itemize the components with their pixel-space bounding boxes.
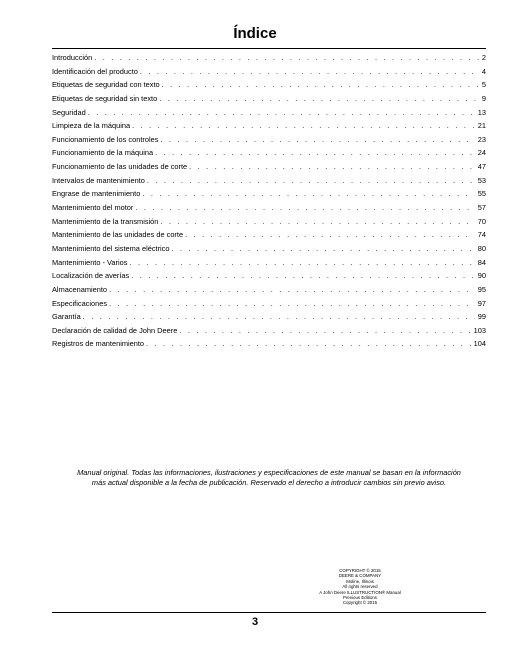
toc-entry[interactable] [52, 106, 486, 120]
dot-leader [160, 133, 474, 147]
dot-leader [88, 106, 475, 120]
toc-entry[interactable] [52, 187, 486, 201]
toc-entry-page: 57 [477, 203, 486, 213]
toc-entry-page: 53 [477, 175, 486, 185]
copyright-line: Copyright © 2015 [342, 600, 378, 606]
toc-entry[interactable] [52, 160, 486, 174]
toc-entry-title: Seguridad [52, 107, 86, 117]
toc-entry-page: 55 [477, 189, 486, 199]
dot-leader [160, 215, 474, 229]
toc-entry-title: Introducción [52, 53, 93, 62]
toc-entry-page: 99 [477, 312, 486, 322]
toc-entry-title: Localización de averías [52, 271, 130, 281]
toc-entry-page: 24 [477, 148, 486, 158]
dot-leader [94, 51, 479, 65]
toc-entry[interactable] [52, 310, 486, 324]
toc-entry-page: 95 [477, 284, 486, 294]
toc-entry-title: Mantenimiento de la transmisión [52, 216, 159, 226]
dot-leader [109, 283, 475, 297]
toc-entry-title: Especificaciones [52, 298, 108, 308]
toc-entry-page: 103 [473, 325, 486, 335]
toc-entry[interactable] [52, 92, 486, 106]
toc-entry[interactable] [52, 174, 486, 188]
toc-entry[interactable] [52, 256, 486, 270]
toc-entry-page: 2 [481, 53, 486, 62]
dot-leader [159, 92, 479, 106]
toc-entry-page: 74 [477, 230, 486, 240]
toc-entry-page: 9 [481, 93, 486, 103]
toc-entry-title: Mantenimiento del sistema eléctrico [52, 243, 170, 253]
dot-leader [185, 228, 475, 242]
dot-leader [171, 242, 474, 256]
toc-entry[interactable] [52, 65, 486, 79]
toc-entry-page: 104 [473, 339, 486, 349]
dot-leader [131, 269, 475, 283]
toc-entry-title: Etiquetas de seguridad sin texto [52, 93, 158, 103]
dot-leader [155, 146, 475, 160]
page-title: Índice [233, 25, 277, 42]
toc-entry-title: Mantenimiento del motor [52, 203, 134, 213]
toc-entry-page: 5 [481, 80, 486, 90]
toc-entry[interactable] [52, 201, 486, 215]
toc-entry[interactable] [52, 337, 486, 351]
bottom-rule [52, 612, 486, 613]
toc-entry[interactable] [52, 269, 486, 283]
dot-leader [140, 65, 479, 79]
copyright-line: Previous Editions [343, 595, 377, 601]
toc-entry-title: Registros de mantenimiento [52, 339, 145, 349]
toc-entry-title: Mantenimiento de las unidades de corte [52, 230, 184, 240]
toc-entry[interactable] [52, 242, 486, 256]
toc-entry-title: Almacenamiento [52, 284, 108, 294]
toc-entry-page: 90 [477, 271, 486, 281]
toc-entry-title: Engrase de mantenimiento [52, 189, 141, 199]
toc-entry[interactable] [52, 297, 486, 311]
toc-entry-title: Etiquetas de seguridad con texto [52, 80, 160, 90]
dot-leader [129, 256, 474, 270]
toc-entry[interactable] [52, 133, 486, 147]
toc-entry-title: Intervalos de mantenimiento [52, 175, 145, 185]
dot-leader [162, 78, 479, 92]
dot-leader [83, 310, 475, 324]
toc-entry-page: 80 [477, 243, 486, 253]
dot-leader [135, 201, 474, 215]
toc-entry-title: Identificación del producto [52, 66, 138, 76]
toc-entry[interactable] [52, 51, 486, 65]
toc-entry[interactable] [52, 119, 486, 133]
toc-entry[interactable] [52, 146, 486, 160]
toc-entry-title: Declaración de calidad de John Deere [52, 325, 178, 335]
toc-entry-page: 70 [477, 216, 486, 226]
original-manual-notice [40, 468, 498, 488]
copyright-line: All rights reserved [342, 584, 378, 590]
copyright-line: A John Deere ILLUSTRUCTION® Manual [319, 589, 401, 595]
toc-entry[interactable] [52, 228, 486, 242]
toc-entry-page: 23 [477, 134, 486, 144]
top-rule [52, 48, 486, 49]
toc-entry-title: Funcionamiento de los controles [52, 134, 159, 144]
toc-entry[interactable] [52, 324, 486, 338]
copyright-line: COPYRIGHT © 2015 [339, 568, 381, 573]
notice-line: Manual original. Todas las informaciones, ilustraciones y especificaciones de este manual se basan en la información [77, 468, 461, 477]
dot-leader [146, 337, 471, 351]
toc-entry-title: Mantenimiento - Varios [52, 257, 128, 267]
copyright-line: Moline, Illinois [346, 578, 374, 584]
toc-entry-page: 13 [477, 107, 486, 117]
table-of-contents [52, 51, 486, 351]
toc-entry-title: Funcionamiento de las unidades de corte [52, 162, 188, 172]
toc-entry-title: Funcionamiento de la máquina [52, 148, 154, 158]
copyright-line: DEERE & COMPANY [338, 573, 382, 579]
dot-leader [189, 160, 475, 174]
toc-entry[interactable] [52, 78, 486, 92]
toc-entry-title: Limpieza de la máquina [52, 121, 131, 131]
copyright-block [290, 568, 430, 606]
dot-leader [132, 119, 475, 133]
notice-line: más actual disponible a la fecha de publicación. Reservado el derecho a introducir cambios sin previo aviso. [91, 478, 447, 487]
dot-leader [179, 324, 470, 338]
toc-entry-title: Garantía [52, 312, 81, 322]
toc-entry[interactable] [52, 215, 486, 229]
page-number: 3 [251, 616, 259, 628]
toc-entry-page: 47 [477, 162, 486, 172]
dot-leader [109, 297, 475, 311]
toc-entry-page: 97 [477, 298, 486, 308]
toc-entry-page: 84 [477, 257, 486, 267]
toc-entry[interactable] [52, 283, 486, 297]
toc-entry-page: 4 [481, 66, 486, 76]
dot-leader [142, 187, 474, 201]
toc-entry-page: 21 [477, 121, 486, 131]
dot-leader [147, 174, 475, 188]
